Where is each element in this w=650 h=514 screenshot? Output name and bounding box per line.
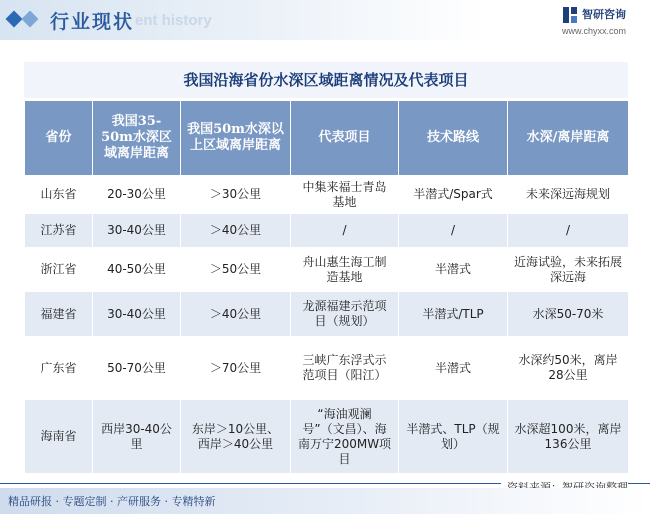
cell: / bbox=[399, 214, 508, 248]
cell: 龙源福建示范项目（规划） bbox=[291, 292, 399, 337]
page-title: 行业现状 bbox=[50, 11, 135, 33]
cell: 水深50-70米 bbox=[508, 292, 629, 337]
cell: “海油观澜号”（文昌）、海南万宁200MW项目 bbox=[291, 400, 399, 474]
cell: 山东省 bbox=[25, 176, 93, 214]
cell: 近海试验，未来拓展深远海 bbox=[508, 248, 629, 292]
cell: 浙江省 bbox=[25, 248, 93, 292]
cell: 水深约50米，离岸28公里 bbox=[508, 337, 629, 400]
cell: / bbox=[291, 214, 399, 248]
header-province: 省份 bbox=[25, 101, 93, 176]
cell: 30-40公里 bbox=[93, 292, 181, 337]
data-table bbox=[24, 100, 629, 474]
cell: 广东省 bbox=[25, 337, 93, 400]
cell: 半潜式 bbox=[399, 337, 508, 400]
cell: ＞70公里 bbox=[181, 337, 291, 400]
header-distance-50m-plus: 我国50m水深以上区域离岸距离 bbox=[181, 101, 291, 176]
table-row bbox=[25, 176, 629, 214]
cell: 三峡广东浮式示范项目（阳江） bbox=[291, 337, 399, 400]
table-row bbox=[25, 248, 629, 292]
table-row bbox=[25, 400, 629, 474]
cell: 40-50公里 bbox=[93, 248, 181, 292]
cell: ＞40公里 bbox=[181, 214, 291, 248]
cell: 20-30公里 bbox=[93, 176, 181, 214]
table-title: 我国沿海省份水深区域距离情况及代表项目 bbox=[24, 62, 628, 100]
cell: 半潜式/TLP bbox=[399, 292, 508, 337]
cell: 半潜式、TLP（规划） bbox=[399, 400, 508, 474]
cell: 中集来福士青岛基地 bbox=[291, 176, 399, 214]
header-technology: 技术路线 bbox=[399, 101, 508, 176]
cell: 东岸＞10公里、西岸＞40公里 bbox=[181, 400, 291, 474]
cell: 50-70公里 bbox=[93, 337, 181, 400]
table-row bbox=[25, 214, 629, 248]
cell: 未来深远海规划 bbox=[508, 176, 629, 214]
cell: 福建省 bbox=[25, 292, 93, 337]
header-depth-distance: 水深/离岸距离 bbox=[508, 101, 629, 176]
table-row bbox=[25, 337, 629, 400]
cell: ＞30公里 bbox=[181, 176, 291, 214]
table-row bbox=[25, 292, 629, 337]
cell: 海南省 bbox=[25, 400, 93, 474]
cell: 30-40公里 bbox=[93, 214, 181, 248]
header-distance-35-50m: 我国35-50m水深区域离岸距离 bbox=[93, 101, 181, 176]
cell: ＞50公里 bbox=[181, 248, 291, 292]
header-project: 代表项目 bbox=[291, 101, 399, 176]
cell: 半潜式/Spar式 bbox=[399, 176, 508, 214]
cell: 江苏省 bbox=[25, 214, 93, 248]
cell: / bbox=[508, 214, 629, 248]
header-watermark: ent history bbox=[135, 12, 212, 29]
footer-slogan: 精品研报 · 专题定制 · 产研服务 · 专精特新 bbox=[8, 495, 216, 508]
brand-logo-icon bbox=[563, 7, 577, 23]
cell: 西岸30-40公里 bbox=[93, 400, 181, 474]
cell: ＞40公里 bbox=[181, 292, 291, 337]
data-table-container bbox=[24, 62, 628, 474]
table-header-row bbox=[25, 101, 629, 176]
diamond-icon bbox=[6, 10, 46, 30]
brand-name: 智研咨询 bbox=[582, 8, 626, 21]
cell: 半潜式 bbox=[399, 248, 508, 292]
cell: 舟山惠生海工制造基地 bbox=[291, 248, 399, 292]
cell: 水深超100米，离岸136公里 bbox=[508, 400, 629, 474]
brand-url: www.chyxx.com bbox=[562, 26, 627, 36]
